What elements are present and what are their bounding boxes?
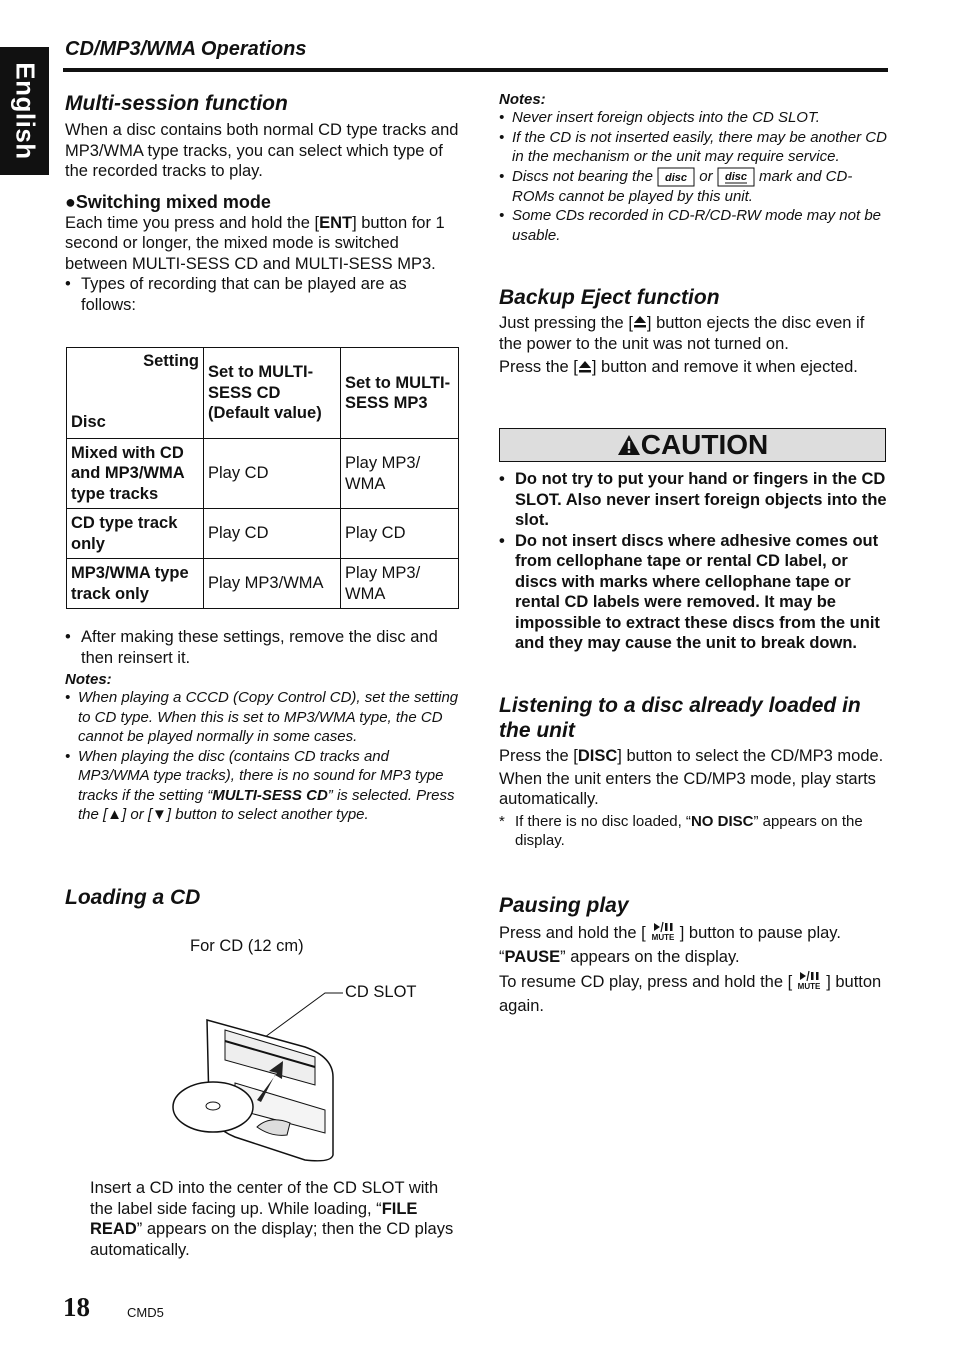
list-item: • When playing a CCCD (Copy Control CD), set the setting to CD type. When this is set to MP3/WMA type, the CD cannot be played normally in some cases.	[65, 688, 460, 747]
insert-b: FILE READ	[90, 1199, 418, 1238]
pausing-p1-b: ] button to pause play. “	[499, 924, 841, 966]
right-notes	[499, 91, 889, 245]
listening-p1-c: ] button to select the CD/MP3 mode.	[617, 747, 884, 765]
mode-table-wrap	[66, 347, 459, 609]
page-number: 18	[63, 1292, 90, 1322]
listening-note-b: NO DISC	[690, 812, 754, 830]
backup-p2-a: Press the [	[499, 358, 578, 377]
warning-triangle-icon	[617, 429, 641, 460]
listening-p1	[499, 746, 889, 767]
caution-banner	[499, 428, 886, 462]
backup-title: Backup Eject function	[499, 286, 720, 309]
row-cell: Play CD	[204, 509, 341, 559]
pausing-p2-b: ] button again.	[499, 973, 882, 1015]
cd-slot-label: CD SLOT	[345, 983, 417, 1001]
list-item: • If the CD is not inserted easily, there may be another CD in the mechanism or the unit may require service.	[499, 128, 889, 167]
notes-list	[65, 688, 460, 825]
switching-body-b: ] button for 1 second or longer, the mixed mode is switched between MULTI-SESS CD and MULTI-SESS MP3.	[65, 213, 445, 273]
compact-disc-text-logo-icon	[717, 167, 755, 187]
insert-a: Insert a CD into the center of the CD SLOT with the label side facing up. While loading, “	[90, 1179, 439, 1218]
caution-title: CAUTION	[640, 429, 769, 460]
pausing-p1	[499, 921, 889, 967]
pausing-p1-d: ” appears on the display.	[560, 947, 740, 966]
listening-note-c: ” appears on the display.	[515, 812, 863, 849]
notes-label-right: Notes:	[499, 91, 546, 108]
row-label: CD type track only	[67, 509, 204, 559]
bullet-circle-icon: ●	[65, 191, 76, 212]
language-tab	[0, 47, 49, 175]
note2-b: MULTI-SESS CD	[212, 786, 328, 804]
backup-p2	[499, 357, 889, 378]
note3-a: Discs not bearing the	[512, 167, 653, 185]
switching-subtitle-text: Switching mixed mode	[75, 191, 271, 212]
play-pause-mute-icon	[792, 970, 826, 996]
switching-body	[65, 213, 460, 275]
cd-loading-illustration	[165, 985, 350, 1165]
row-cell: Play CD	[204, 439, 341, 509]
switching-subtitle	[65, 192, 460, 213]
note3-b: or	[699, 167, 713, 185]
pausing-p2-a: To resume CD play, press and hold the [	[499, 973, 793, 992]
pausing-section	[499, 893, 889, 1016]
row-label: MP3/WMA type track only	[67, 559, 204, 609]
multi-session-title: Multi-session function	[65, 92, 288, 115]
for-cd-label: For CD (12 cm)	[190, 937, 304, 955]
listening-section	[499, 693, 889, 851]
head-col2: Set to MULTI-SESS MP3	[341, 348, 459, 439]
list-item: • Some CDs recorded in CD-R/CD-RW mode may not be usable.	[499, 206, 889, 245]
listening-p1-a: Press the [	[499, 747, 578, 765]
model-code: CMD5	[127, 1305, 164, 1320]
svg-text:disc: disc	[665, 171, 688, 184]
row-cell: Play CD	[341, 509, 459, 559]
compact-disc-logo-icon	[657, 167, 695, 187]
row-label: Mixed with CD and MP3/WMA type tracks	[67, 439, 204, 509]
list-item: • Do not insert discs where adhesive comes out from cellophane tape or rental CD label, or discs with marks where cellophane tape or rental CD labels were removed. It may be impossible to extract these discs from the unit and they may cause the unit to break down.	[499, 531, 887, 654]
table-corner-cell	[67, 348, 204, 439]
after-list	[65, 627, 460, 668]
list-item: • After making these settings, remove the disc and then reinsert it.	[65, 627, 460, 668]
list-item	[65, 747, 460, 825]
head-col1: Set to MULTI-SESS CD (Default value)	[204, 348, 341, 439]
switching-body-a: Each time you press and hold the [	[65, 213, 320, 232]
backup-p1-a: Just pressing the [	[499, 314, 633, 332]
backup-p1-b: ] button ejects the disc even if the power to the unit was not turned on.	[499, 314, 865, 353]
cd-hole	[206, 1102, 220, 1110]
head-disc: Disc	[71, 412, 106, 431]
listening-title: Listening to a disc already loaded in the unit	[499, 694, 861, 742]
list-item	[499, 812, 889, 851]
list-item: • Types of recording that can be played are as follows:	[65, 274, 460, 315]
listening-p2: When the unit enters the CD/MP3 mode, play starts automatically.	[499, 769, 876, 808]
section-header: CD/MP3/WMA Operations	[65, 38, 307, 60]
ent-key: ENT	[319, 213, 353, 232]
note2-a: When playing the disc (contains CD tracks and MP3/WMA type tracks), there is no sound for MP3 type tracks if the setting “	[78, 747, 444, 804]
svg-text:disc: disc	[724, 170, 747, 183]
slot-leader-line	[265, 993, 343, 1037]
play-pause-mute-icon	[646, 921, 680, 947]
pausing-p2	[499, 970, 889, 1016]
backup-p1	[499, 313, 889, 354]
note2-c: ” is selected. Press the [▲] or [▼] button to select another type.	[78, 786, 455, 823]
insert-c: ” appears on the display; then the CD plays automatically.	[90, 1220, 454, 1259]
language-tab-label: English	[10, 62, 40, 160]
note3-c: mark and CD-ROMs cannot be played by this unit.	[512, 167, 853, 205]
multi-session-intro: When a disc contains both normal CD type tracks and MP3/WMA type tracks, you can select which type of the recorded tracks to play.	[65, 121, 459, 180]
list-item: • Never insert foreign objects into the CD SLOT.	[499, 108, 889, 128]
multi-session-section	[65, 91, 460, 315]
svg-text:MUTE: MUTE	[651, 933, 675, 941]
head-setting: Setting	[143, 352, 199, 370]
row-cell: Play MP3/ WMA	[341, 559, 459, 609]
eject-icon	[578, 358, 592, 379]
header-rule	[63, 68, 888, 72]
row-cell: Play MP3/WMA	[204, 559, 341, 609]
listening-note-a: If there is no disc loaded, “	[515, 812, 691, 830]
caution-list	[499, 469, 887, 654]
list-item	[499, 167, 889, 207]
pausing-p1-a: Press and hold the [	[499, 924, 646, 943]
mode-table	[66, 347, 459, 609]
listening-note-list	[499, 812, 889, 851]
svg-text:MUTE: MUTE	[797, 982, 821, 990]
notes-label: Notes:	[65, 671, 112, 688]
recording-types-list	[65, 274, 460, 315]
right-notes-list	[499, 108, 889, 245]
backup-eject-section	[499, 285, 889, 378]
loading-title: Loading a CD	[65, 886, 201, 909]
row-cell: Play MP3/ WMA	[341, 439, 459, 509]
pausing-title: Pausing play	[499, 894, 629, 917]
disc-key: DISC	[577, 747, 618, 765]
after-settings-section	[65, 627, 460, 825]
insert-instructions	[90, 1178, 455, 1260]
backup-p2-b: ] button and remove it when ejected.	[591, 358, 858, 377]
pause-text: PAUSE	[504, 947, 561, 966]
eject-icon	[633, 313, 647, 334]
list-item: • Do not try to put your hand or fingers in the CD SLOT. Also never insert foreign objects into the slot.	[499, 469, 887, 531]
